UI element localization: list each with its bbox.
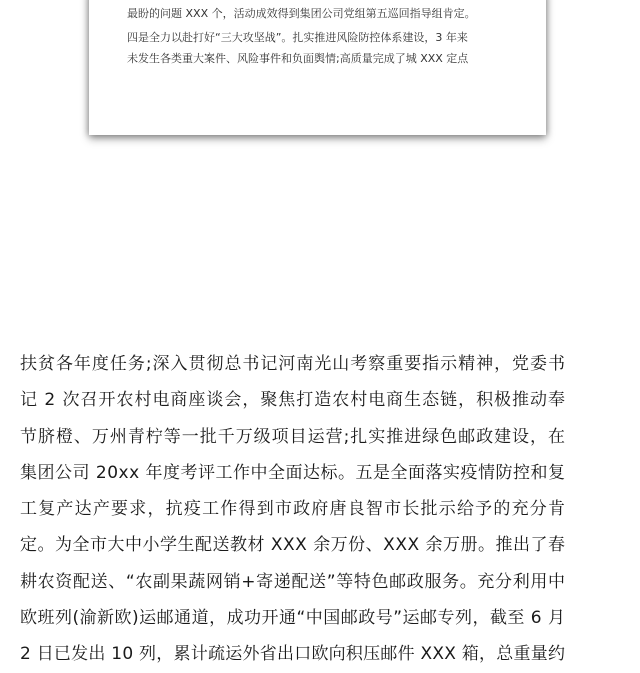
body-line-5: 工复产达产要求，抗疫工作得到市政府唐良智市长批示给予的充分肯 bbox=[20, 499, 567, 520]
thumbnail-line-1: 最盼的问题 XXX 个，活动成效得到集团公司党组第五巡回指导组肯定。 bbox=[127, 7, 476, 20]
body-line-7: 耕农资配送、“农副果蔬网销+寄递配送”等特色邮政服务。充分利用中 bbox=[20, 571, 566, 592]
document-body bbox=[20, 346, 565, 673]
thumbnail-line-3: 未发生各类重大案件、风险事件和负面舆情;高质量完成了城 XXX 定点 bbox=[127, 52, 469, 65]
body-line-1: 扶贫各年度任务;深入贯彻总书记河南光山考察重要指示精神，党委书 bbox=[20, 354, 566, 374]
body-line-8: 欧班列(渝新欧)运邮通道，成功开通“中国邮政号”运邮专列，截至 6 月 bbox=[20, 608, 566, 629]
body-line-4: 集团公司 20xx 年度考评工作中全面达标。五是全面落实疫情防控和复 bbox=[20, 462, 566, 483]
thumbnail-line-2: 四是全力以赴打好“三大攻坚战”。扎实推进风险防控体系建设，3 年来 bbox=[127, 31, 468, 44]
document-thumbnail bbox=[89, 0, 546, 135]
body-line-2: 记 2 次召开农村电商座谈会，聚焦打造农村电商生态链，积极推动奉 bbox=[20, 390, 566, 411]
body-line-6: 定。为全市大中小学生配送教材 XXX 余万份、XXX 余万册。推出了春 bbox=[20, 535, 566, 556]
body-line-9: 2 日已发出 10 列，累计疏运外省出口欧向积压邮件 XXX 箱，总重量约 bbox=[20, 644, 566, 665]
body-line-3: 节脐橙、万州青柠等一批千万级项目运营;扎实推进绿色邮政建设，在 bbox=[20, 426, 566, 447]
